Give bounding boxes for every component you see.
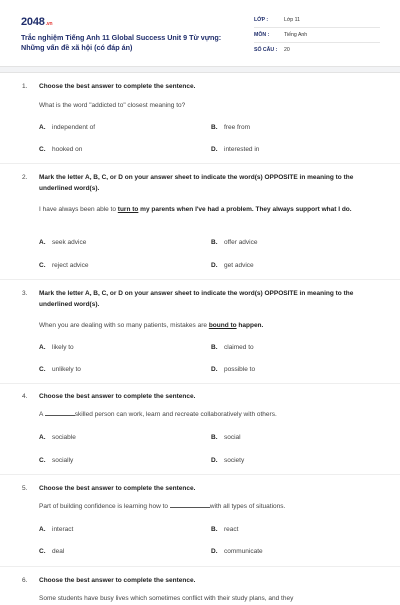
option-c[interactable]: C. socially — [39, 457, 74, 464]
question-stem: Some students have busy lives which sometimes conflict with their study plans, and they — [39, 595, 294, 602]
option-c[interactable]: C. reject advice — [39, 262, 89, 269]
option-d[interactable]: D. possible to — [211, 366, 256, 373]
question-number: 4. — [22, 393, 28, 400]
question-instruction: Choose the best answer to complete the sentence. — [39, 485, 196, 492]
header-divider — [0, 66, 400, 73]
question-number: 6. — [22, 577, 28, 584]
answer-blank — [45, 409, 75, 416]
question-separator — [0, 163, 400, 164]
meta-class-value: Lớp 11 — [284, 17, 300, 23]
question-number: 3. — [22, 290, 28, 297]
option-d[interactable]: D. get advice — [211, 262, 254, 269]
meta-class-label: LỚP : — [254, 17, 269, 23]
question-stem: What is the word "addicted to" closest meaning to? — [39, 102, 186, 109]
site-logo[interactable] — [21, 16, 52, 28]
option-a[interactable]: A. independent of — [39, 124, 96, 131]
question-number: 2. — [22, 174, 28, 181]
option-b[interactable]: B. social — [211, 434, 241, 441]
option-b[interactable]: B. react — [211, 526, 239, 533]
question-instruction: Choose the best answer to complete the sentence. — [39, 393, 196, 400]
meta-subject-label: MÔN : — [254, 32, 270, 38]
question-stem: A skilled person can work, learn and recreate collaboratively with others. — [39, 411, 277, 418]
question-separator — [0, 566, 400, 567]
option-b[interactable]: B. claimed to — [211, 344, 254, 351]
logo-sub-text: .vn — [45, 21, 53, 27]
meta-count-label: SỐ CÂU : — [254, 47, 278, 53]
question-number: 1. — [22, 83, 28, 90]
meta-class-row — [254, 14, 380, 28]
document-header — [0, 0, 400, 66]
option-c[interactable]: C. hooked on — [39, 146, 83, 153]
question-stem: When you are dealing with so many patients, mistakes are bound to happen. — [39, 322, 264, 329]
question-stem: Part of building confidence is learning how to with all types of situations. — [39, 503, 286, 510]
meta-count-row — [254, 44, 380, 57]
option-b[interactable]: B. offer advice — [211, 239, 258, 246]
answer-blank — [170, 501, 210, 508]
question-separator — [0, 279, 400, 280]
option-a[interactable]: A. interact — [39, 526, 74, 533]
option-d[interactable]: D. society — [211, 457, 245, 464]
meta-subject-value: Tiếng Anh — [284, 32, 308, 38]
question-separator — [0, 474, 400, 475]
logo-main-text: 2048 — [21, 16, 45, 28]
option-c[interactable]: C. deal — [39, 548, 65, 555]
option-a[interactable]: A. likely to — [39, 344, 74, 351]
option-b[interactable]: B. free from — [211, 124, 251, 131]
question-instruction: Choose the best answer to complete the sentence. — [39, 83, 196, 90]
underlined-phrase: bound to — [208, 322, 237, 329]
question-number: 5. — [22, 485, 28, 492]
option-c[interactable]: C. unlikely to — [39, 366, 81, 373]
question-separator — [0, 383, 400, 384]
option-d[interactable]: D. communicate — [211, 548, 263, 555]
question-stem: I have always been able to turn to my parents when I've had a problem. They always support what I do. — [39, 206, 352, 213]
option-d[interactable]: D. interested in — [211, 146, 260, 153]
question-instruction: Mark the letter A, B, C, or D on your answer sheet to indicate the word(s) OPPOSITE in meaning to the underlined word(s). — [39, 290, 354, 308]
question-instruction: Choose the best answer to complete the sentence. — [39, 577, 196, 584]
option-a[interactable]: A. sociable — [39, 434, 76, 441]
option-a[interactable]: A. seek advice — [39, 239, 87, 246]
document-title: Trắc nghiệm Tiếng Anh 11 Global Success Unit 9 Từ vựng: Những vấn đề xã hội (có đáp án) — [21, 33, 222, 52]
question-instruction: Mark the letter A, B, C, or D on your answer sheet to indicate the word(s) OPPOSITE in meaning to the underlined word(s). — [39, 174, 354, 192]
meta-count-value: 20 — [284, 47, 290, 53]
meta-subject-row — [254, 29, 380, 43]
underlined-phrase: turn to — [117, 206, 139, 213]
